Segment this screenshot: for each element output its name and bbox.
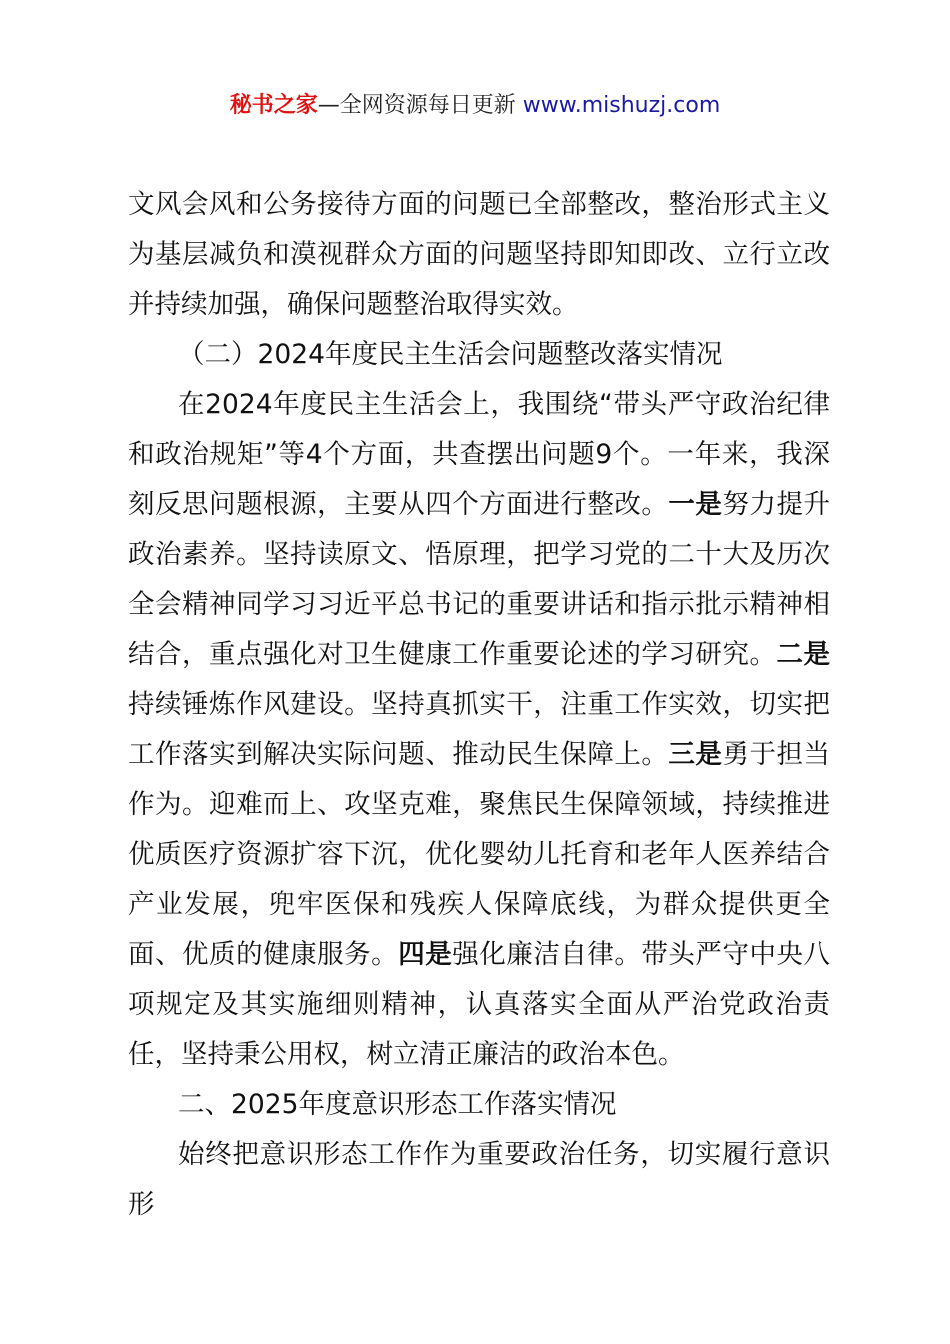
paragraph-rectification xyxy=(128,380,830,1080)
point-one-label: 一是 xyxy=(668,489,723,520)
point-three-text: 勇于担当作为。迎难而上、攻坚克难，聚焦民生保障领域，持续推进优质医疗资源扩容下沉，优化婴幼儿托育和老年人医养结合产业发展，兜牢医保和残疾人保障底线，为群众提供更全面、优质的健康服务。 xyxy=(128,739,831,970)
paragraph-continuation: 文风会风和公务接待方面的问题已全部整改，整治形式主义为基层减负和漠视群众方面的问题坚持即知即改、立行立改并持续加强，确保问题整治取得实效。 xyxy=(128,189,830,320)
document-body xyxy=(128,180,830,1230)
paragraph-ideology: 始终把意识形态工作作为重要政治任务，切实履行意识形 xyxy=(128,1139,830,1220)
section-heading-2024: （二）2024年度民主生活会问题整改落实情况 xyxy=(178,339,723,370)
point-three-label: 三是 xyxy=(668,739,723,770)
brand-name: 秘书之家 xyxy=(229,93,318,118)
watermark-header xyxy=(0,88,950,124)
point-two-label: 二是 xyxy=(776,639,831,670)
paragraph-intro: 在2024年度民主生活会上，我围绕“带头严守政治纪律和政治规矩”等4个方面，共查摆出问题9个。一年来，我深刻反思问题根源，主要从四个方面进行整改。 xyxy=(128,389,830,520)
header-tagline: —全网资源每日更新 xyxy=(317,93,523,118)
section-heading-2025: 二、2025年度意识形态工作落实情况 xyxy=(178,1089,617,1120)
site-url: www.mishuzj.com xyxy=(522,93,721,118)
point-four-text: 强化廉洁自律。带头严守中央八项规定及其实施细则精神，认真落实全面从严治党政治责任，坚持秉公用权，树立清正廉洁的政治本色。 xyxy=(128,939,831,1070)
point-one-text: 努力提升政治素养。坚持读原文、悟原理，把学习党的二十大及历次全会精神同学习习近平总书记的重要讲话和指示批示精神相结合，重点强化对卫生健康工作重要论述的学习研究。 xyxy=(128,489,831,670)
point-four-label: 四是 xyxy=(398,939,453,970)
point-two-text: 持续锤炼作风建设。坚持真抓实干，注重工作实效，切实把工作落实到解决实际问题、推动民生保障上。 xyxy=(128,689,830,770)
